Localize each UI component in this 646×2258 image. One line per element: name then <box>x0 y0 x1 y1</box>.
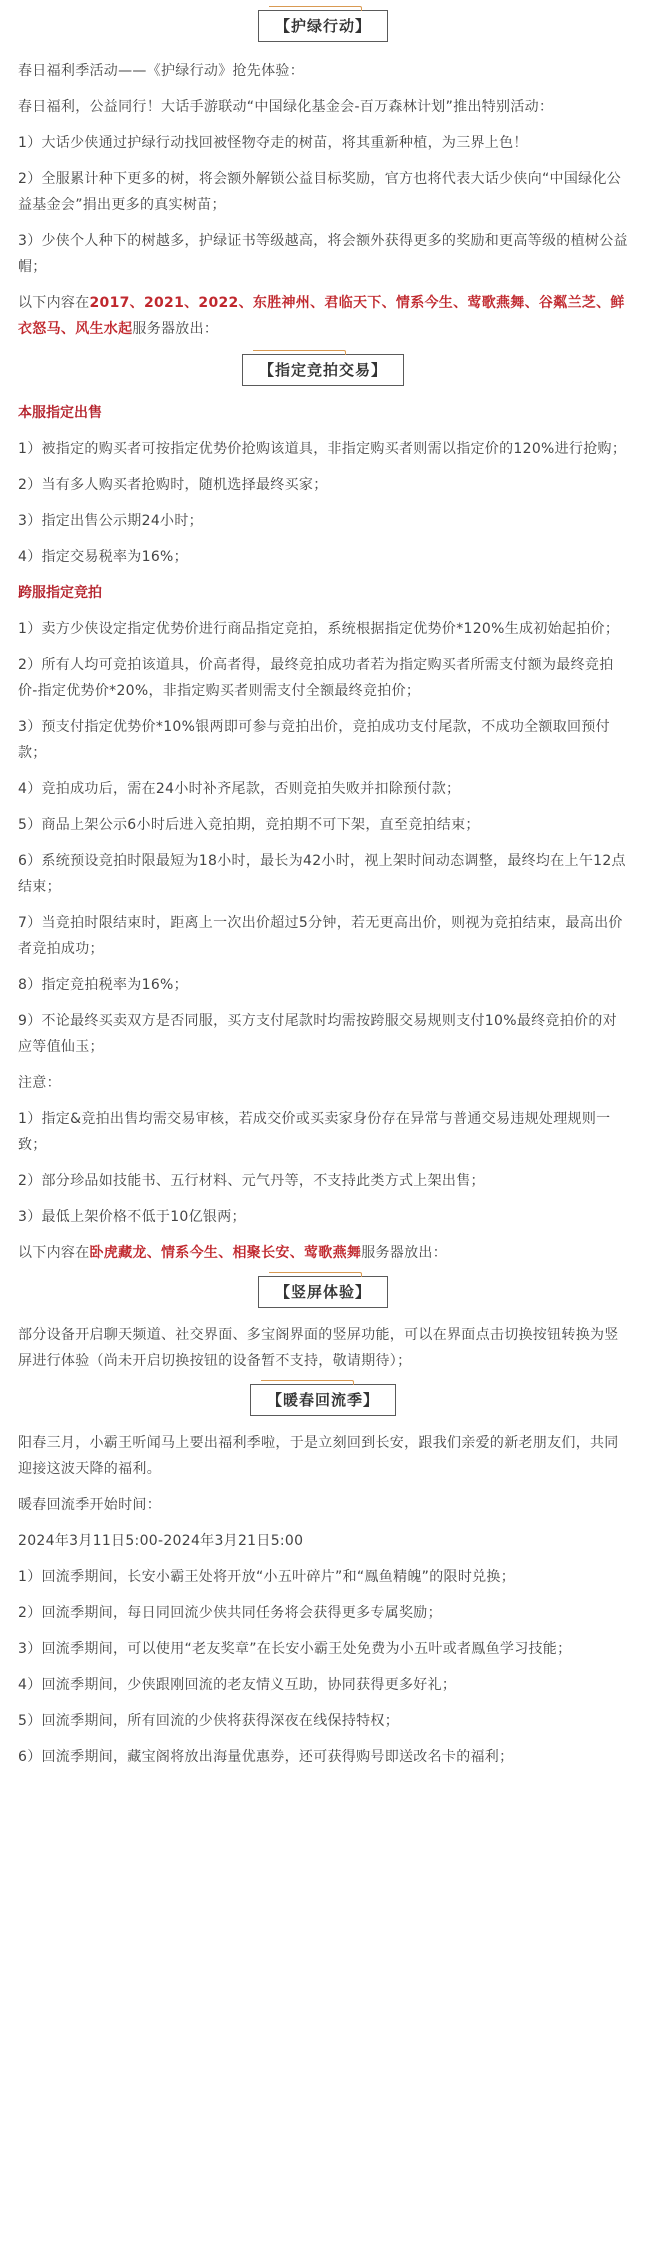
paragraph: 2）当有多人购买者抢购时，随机选择最终买家； <box>18 477 328 493</box>
title-box: 【指定竞拍交易】 <box>242 354 404 386</box>
section-title-hulv <box>0 10 646 42</box>
paragraph: 9）不论最终买卖双方是否同服，买方支付尾款时均需按跨服交易规则支付10%最终竞拍价的对应等值仙玉； <box>18 1013 617 1055</box>
paragraph: 1）大话少侠通过护绿行动找回被怪物夺走的树苗，将其重新种植，为三界上色！ <box>18 135 528 151</box>
paragraph: 4）竞拍成功后，需在24小时补齐尾款，否则竞拍失败并扣除预付款； <box>18 781 461 797</box>
paragraph: 1）卖方少侠设定指定优势价进行商品指定竞拍，系统根据指定优势价*120%生成初始起拍价； <box>18 621 620 637</box>
paragraph: 1）回流季期间，长安小霸王处将开放“小五叶碎片”和“鳯鱼精魄”的限时兑换； <box>18 1569 516 1585</box>
title-box: 【暖春回流季】 <box>250 1384 396 1416</box>
paragraph: 春日福利，公益同行！大话手游联动“中国绿化基金会-百万森林计划”推出特别活动： <box>18 99 554 115</box>
paragraph: 暖春回流季开始时间： <box>18 1497 161 1513</box>
title-box: 【竖屏体验】 <box>258 1276 388 1308</box>
paragraph: 3）回流季期间，可以使用“老友奖章”在长安小霸王处免费为小五叶或者鳯鱼学习技能； <box>18 1641 572 1657</box>
subheading: 跨服指定竞拍 <box>18 585 102 601</box>
server-suffix: 服务器放出： <box>361 1245 448 1261</box>
section-title-portrait <box>0 1276 646 1308</box>
paragraph: 阳春三月，小霸王听闻马上要出福利季啦，于是立刻回到长安，跟我们亲爱的新老朋友们，共同迎接这波天降的福利。 <box>18 1435 619 1477</box>
server-prefix: 以下内容在 <box>18 295 90 311</box>
paragraph: 6）系统预设竞拍时限最短为18小时，最长为42小时，视上架时间动态调整，最终均在上午12点结束； <box>18 853 626 895</box>
paragraph: 部分设备开启聊天频道、社交界面、多宝阁界面的竖屏功能，可以在界面点击切换按钮转换为竖屏进行体验（尚未开启切换按钮的设备暂不支持，敬请期待）； <box>18 1327 619 1369</box>
paragraph: 3）最低上架价格不低于10亿银两； <box>18 1209 246 1225</box>
server-names: 2017、2021、2022、东胜神州、君临天下、情系今生、莺歌燕舞、谷粼兰芝、鲜衣怒马、风生水起 <box>18 295 625 337</box>
paragraph: 3）少侠个人种下的树越多，护绿证书等级越高，将会额外获得更多的奖励和更高等级的植树公益帽； <box>18 233 628 275</box>
server-prefix: 以下内容在 <box>18 1245 90 1261</box>
server-list <box>18 290 628 342</box>
paragraph: 1）指定&竞拍出售均需交易审核，若成交价或买卖家身份存在异常与普通交易违规处理规则一致； <box>18 1111 611 1153</box>
paragraph: 8）指定竞拍税率为16%； <box>18 977 188 993</box>
paragraph: 5）商品上架公示6小时后进入竞拍期，竞拍期不可下架，直至竞拍结束； <box>18 817 480 833</box>
note-label: 注意： <box>18 1075 61 1091</box>
paragraph: 7）当竞拍时限结束时，距离上一次出价超过5分钟，若无更高出价，则视为竞拍结束，最高出价者竞拍成功； <box>18 915 623 957</box>
server-list <box>18 1240 628 1266</box>
paragraph: 3）指定出售公示期24小时； <box>18 513 203 529</box>
paragraph: 4）回流季期间，少侠跟刚回流的老友情义互助，协同获得更多好礼； <box>18 1677 457 1693</box>
paragraph: 4）指定交易税率为16%； <box>18 549 188 565</box>
article <box>0 10 646 1770</box>
title-box: 【护绿行动】 <box>258 10 388 42</box>
paragraph: 2）回流季期间，每日同回流少侠共同任务将会获得更多专属奖励； <box>18 1605 442 1621</box>
intro-text: 春日福利季活动——《护绿行动》抢先体验： <box>18 63 304 79</box>
paragraph: 3）预支付指定优势价*10%银两即可参与竞拍出价，竞拍成功支付尾款，不成功全额取回预付款； <box>18 719 610 761</box>
subheading: 本服指定出售 <box>18 405 102 421</box>
paragraph: 6）回流季期间，藏宝阁将放出海量优惠券，还可获得购号即送改名卡的福利； <box>18 1749 514 1765</box>
paragraph: 5）回流季期间，所有回流的少侠将获得深夜在线保持特权； <box>18 1713 400 1729</box>
paragraph: 2）全服累计种下更多的树，将会额外解锁公益目标奖励，官方也将代表大话少侠向“中国绿化公益基金会”捐出更多的真实树苗； <box>18 171 622 213</box>
server-suffix: 服务器放出： <box>132 321 219 337</box>
paragraph: 2）部分珍品如技能书、五行材料、元气丹等，不支持此类方式上架出售； <box>18 1173 485 1189</box>
section-title-return <box>0 1384 646 1416</box>
section-title-auction <box>0 354 646 386</box>
server-names: 卧虎藏龙、情系今生、相聚长安、莺歌燕舞 <box>89 1245 362 1261</box>
event-dates: 2024年3月11日5:00-2024年3月21日5:00 <box>18 1533 304 1549</box>
paragraph: 2）所有人均可竞拍该道具，价高者得，最终竞拍成功者若为指定购买者所需支付额为最终竞拍价-指定优势价*20%，非指定购买者则需支付全额最终竞拍价； <box>18 657 614 699</box>
paragraph: 1）被指定的购买者可按指定优势价抢购该道具，非指定购买者则需以指定价的120%进行抢购； <box>18 441 627 457</box>
